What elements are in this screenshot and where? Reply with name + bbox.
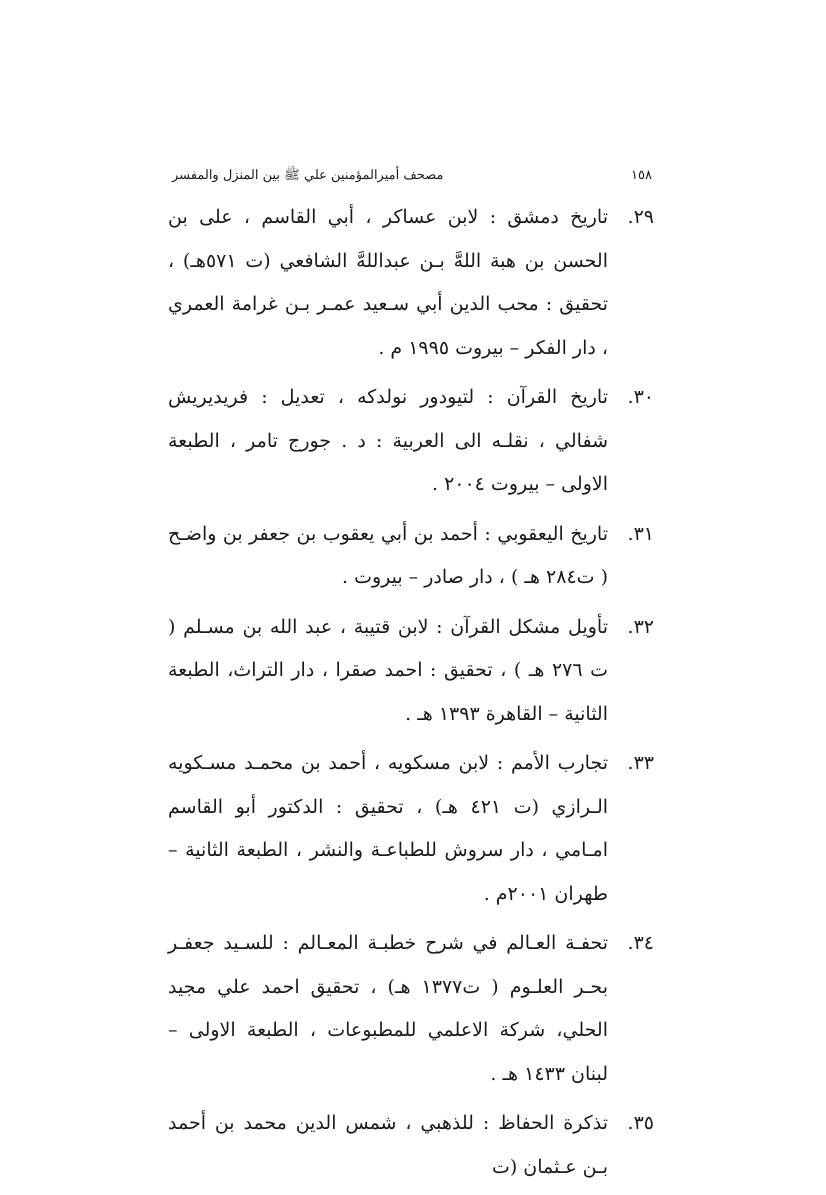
entry-text: تأويل مشكل القرآن : لابن قتيبة ، عبد الله بن مسـلم ( ت ٢٧٦ هـ ) ، تحقيق : احمد صقرا ، دار التراث، الطبعة الثانية – القاهرة ١٣٩٣ هـ . (168, 615, 608, 725)
entry-number: ٣٤. (627, 932, 654, 954)
bibliography-entry (168, 606, 654, 737)
entry-text: تجارب الأمم : لابن مسكويه ، أحمد بن محمـد مسـكويه الـرازي (ت ٤٢١ هـ) ، تحقيق : الدكتور أبو القاسم امـامي ، دار سروش للطباعـة والنشر ، الطبعة الثانية – طهران ٢٠٠١م . (168, 752, 609, 905)
page-number: ١٥٨ (631, 168, 652, 183)
bibliography-entry (168, 376, 654, 507)
running-header (172, 164, 652, 188)
bibliography-entry (168, 742, 654, 916)
entry-number: ٣٢. (627, 615, 654, 638)
entry-text: تاريخ اليعقوبي : أحمد بن أبي يعقوب بن جعفر بن واضـح ( ت٢٨٤ هـ ) ، دار صادر – بيروت . (168, 522, 608, 588)
entry-number: ٢٩. (627, 206, 654, 228)
bibliography-entry (168, 196, 654, 370)
entry-text: تاريخ دمشق : لابن عساكر ، أبي القاسم ، على بن الحسن بن هبة اللهَّ بـن عبداللهَّ الشافعي (ت ٥٧١هـ) ، تحقيق : محب الدين أبي سـعيد عمـر بـن غرامة العمري ، دار الفكر – بيروت ١٩٩٥ م . (168, 206, 608, 359)
entry-number: ٣٠. (627, 386, 654, 408)
running-title: مصحف أميرالمؤمنين علي ﷺ بين المنزل والمفسر (172, 168, 444, 183)
entry-number: ٣٣. (627, 752, 654, 774)
bibliography-entry (168, 1102, 654, 1189)
bibliography-list (168, 196, 654, 1195)
entry-number: ٣١. (627, 522, 654, 545)
entry-text: تحفـة العـالم في شرح خطبـة المعـالم : للسـيد جعفـر بحـر العلـوم ( ت١٣٧٧ هـ) ، تحقيق احمد علي مجيد الحلي، شركة الاعلمي للمطبوعات ، الطبعة الاولى – لبنان ١٤٣٣ هـ . (168, 932, 608, 1085)
bibliography-entry (168, 922, 654, 1096)
bibliography-entry (168, 513, 654, 600)
entry-number: ٣٥. (627, 1112, 654, 1134)
entry-text: تذكرة الحفاظ : للذهبي ، شمس الدين محمد بن أحمد بـن عـثمان (ت (168, 1112, 608, 1178)
entry-text: تاريخ القرآن : لتيودور نولدكه ، تعديل : فريديريش شفالي ، نقلـه الى العربية : د . جورج تامر ، الطبعة الاولى – بيروت ٢٠٠٤ . (168, 386, 608, 495)
